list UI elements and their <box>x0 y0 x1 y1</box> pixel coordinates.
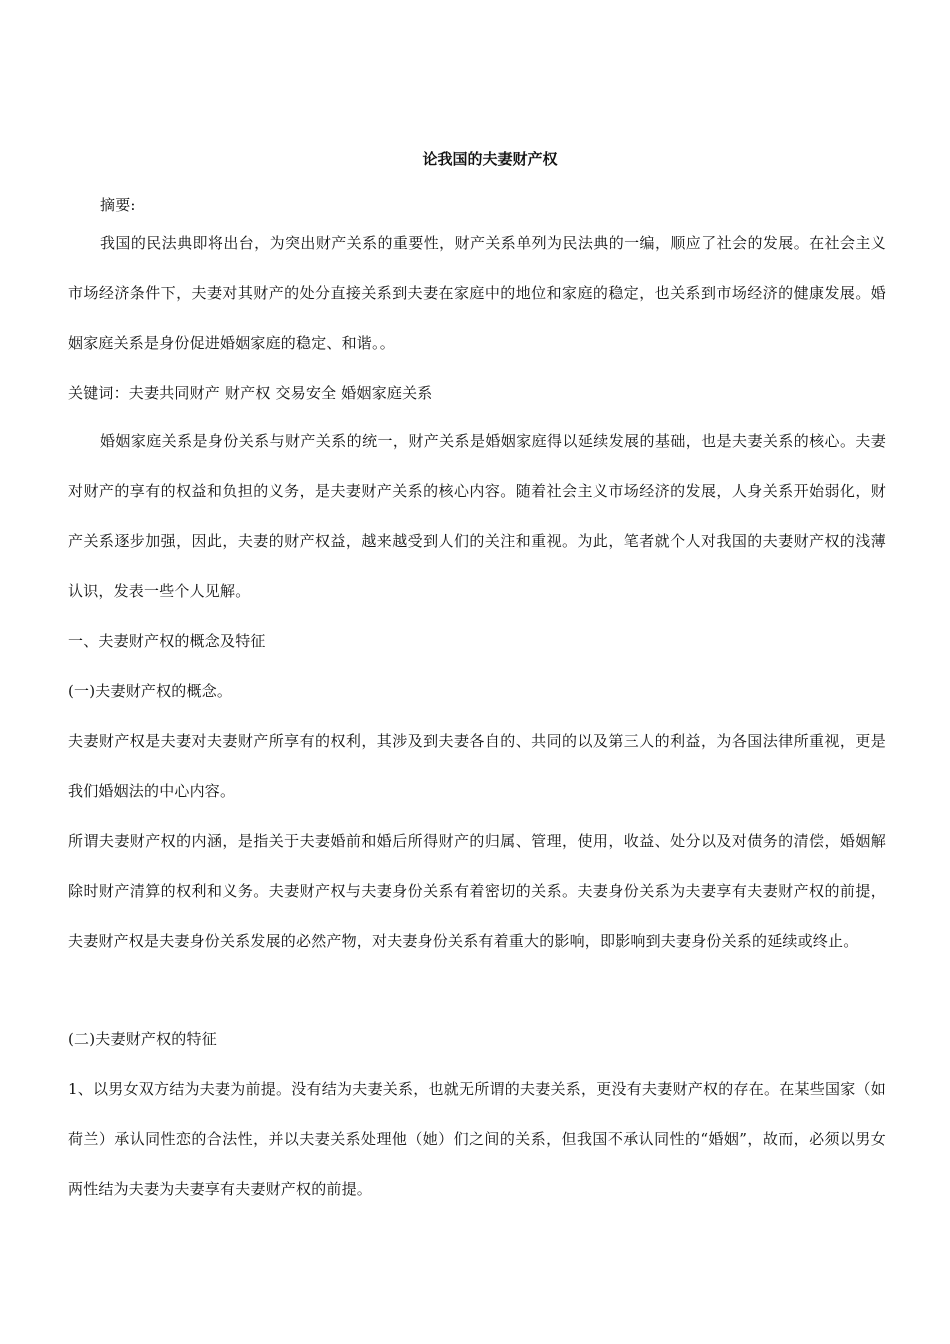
section-1-heading: 一、夫妻财产权的概念及特征 <box>68 632 266 650</box>
feature-1-paragraph: 1、以男女双方结为夫妻为前提。没有结为夫妻关系，也就无所谓的夫妻关系，更没有夫妻财产权的存在。在某些国家（如荷兰）承认同性恋的合法性，并以夫妻关系处理他（她）们之间的关系，但我国不承认同性的“婚姻”，故而，必须以男女两性结为夫妻为夫妻享有夫妻财产权的前提。 <box>68 1080 886 1198</box>
connotation-paragraph: 所谓夫妻财产权的内涵，是指关于夫妻婚前和婚后所得财产的归属、管理，使用，收益、处分以及对债务的清偿，婚姻解除时财产清算的权利和义务。夫妻财产权与夫妻身份关系有着密切的关系。夫妻身份关系为夫妻享有夫妻财产权的前提，夫妻财产权是夫妻身份关系发展的必然产物，对夫妻身份关系有着重大的影响，即影响到夫妻身份关系的延续或终止。 <box>68 832 886 950</box>
intro-paragraph: 婚姻家庭关系是身份关系与财产关系的统一，财产关系是婚姻家庭得以延续发展的基础，也是夫妻关系的核心。夫妻对财产的享有的权益和负担的义务，是夫妻财产关系的核心内容。随着社会主义市场经济的发展，人身关系开始弱化，财产关系逐步加强，因此，夫妻的财产权益，越来越受到人们的关注和重视。为此，笔者就个人对我国的夫妻财产权的浅薄认识，发表一些个人见解。 <box>68 432 886 600</box>
abstract-body: 我国的民法典即将出台，为突出财产关系的重要性，财产关系单列为民法典的一编，顺应了社会的发展。在社会主义市场经济条件下，夫妻对其财产的处分直接关系到夫妻在家庭中的地位和家庭的稳定，也关系到市场经济的健康发展。婚姻家庭关系是身份促进婚姻家庭的稳定、和谐。。 <box>68 234 886 352</box>
definition-paragraph: 夫妻财产权是夫妻对夫妻财产所享有的权利，其涉及到夫妻各自的、共同的以及第三人的利益，为各国法律所重视，更是我们婚姻法的中心内容。 <box>68 732 886 800</box>
document-title: 论我国的夫妻财产权 <box>422 150 558 168</box>
keywords-line: 关键词：夫妻共同财产 财产权 交易安全 婚姻家庭关系 <box>68 384 433 402</box>
subsection-2-heading: (二)夫妻财产权的特征 <box>68 1030 217 1048</box>
abstract-label: 摘要: <box>100 196 136 214</box>
subsection-1-heading: (一)夫妻财产权的概念。 <box>68 682 233 700</box>
